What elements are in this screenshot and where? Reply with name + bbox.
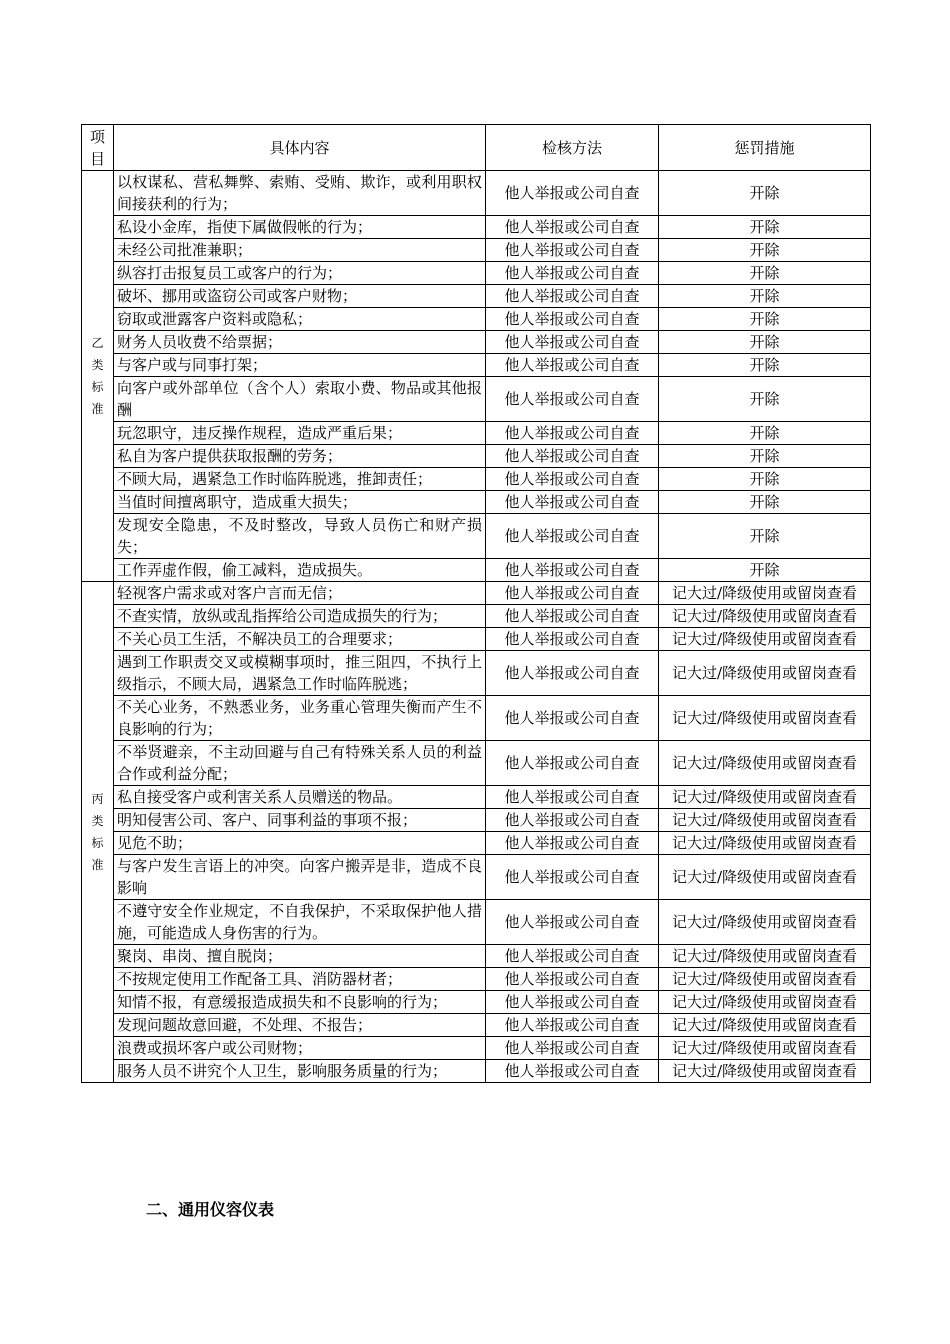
table-row bbox=[82, 832, 871, 855]
table-row bbox=[82, 696, 871, 741]
method-cell: 他人举报或公司自查 bbox=[486, 239, 659, 262]
table-row bbox=[82, 1060, 871, 1083]
table-row bbox=[82, 445, 871, 468]
content-cell: 窃取或泄露客户资料或隐私； bbox=[114, 308, 486, 331]
penalty-cell: 开除 bbox=[659, 262, 871, 285]
content-cell: 见危不助； bbox=[114, 832, 486, 855]
table-row bbox=[82, 809, 871, 832]
penalty-cell: 开除 bbox=[659, 422, 871, 445]
penalty-cell: 记大过/降级使用或留岗查看 bbox=[659, 651, 871, 696]
table-row bbox=[82, 491, 871, 514]
method-cell: 他人举报或公司自查 bbox=[486, 354, 659, 377]
penalty-cell: 开除 bbox=[659, 171, 871, 216]
table-row bbox=[82, 582, 871, 605]
method-cell: 他人举报或公司自查 bbox=[486, 331, 659, 354]
content-cell: 工作弄虚作假，偷工减料，造成损失。 bbox=[114, 559, 486, 582]
content-cell: 不查实情，放纵或乱指挥给公司造成损失的行为； bbox=[114, 605, 486, 628]
method-cell: 他人举报或公司自查 bbox=[486, 605, 659, 628]
table-row bbox=[82, 377, 871, 422]
penalty-cell: 记大过/降级使用或留岗查看 bbox=[659, 1014, 871, 1037]
method-cell: 他人举报或公司自查 bbox=[486, 786, 659, 809]
content-cell: 发现安全隐患，不及时整改，导致人员伤亡和财产损失； bbox=[114, 514, 486, 559]
header-content: 具体内容 bbox=[114, 125, 486, 171]
method-cell: 他人举报或公司自查 bbox=[486, 1060, 659, 1083]
method-cell: 他人举报或公司自查 bbox=[486, 651, 659, 696]
content-cell: 与客户或与同事打架； bbox=[114, 354, 486, 377]
method-cell: 他人举报或公司自查 bbox=[486, 468, 659, 491]
penalty-cell: 记大过/降级使用或留岗查看 bbox=[659, 900, 871, 945]
method-cell: 他人举报或公司自查 bbox=[486, 559, 659, 582]
table-row bbox=[82, 991, 871, 1014]
content-cell: 不举贤避亲，不主动回避与自己有特殊关系人员的利益合作或利益分配； bbox=[114, 741, 486, 786]
table-body bbox=[82, 171, 871, 1083]
method-cell: 他人举报或公司自查 bbox=[486, 628, 659, 651]
content-cell: 破坏、挪用或盗窃公司或客户财物； bbox=[114, 285, 486, 308]
table-row bbox=[82, 285, 871, 308]
method-cell: 他人举报或公司自查 bbox=[486, 377, 659, 422]
penalty-cell: 开除 bbox=[659, 216, 871, 239]
penalty-cell: 记大过/降级使用或留岗查看 bbox=[659, 832, 871, 855]
penalty-cell: 记大过/降级使用或留岗查看 bbox=[659, 628, 871, 651]
table-row bbox=[82, 855, 871, 900]
penalty-cell: 记大过/降级使用或留岗查看 bbox=[659, 786, 871, 809]
table-row bbox=[82, 1037, 871, 1060]
section-heading: 二、通用仪容仪表 bbox=[146, 1200, 275, 1219]
content-cell: 轻视客户需求或对客户言而无信； bbox=[114, 582, 486, 605]
penalty-cell: 记大过/降级使用或留岗查看 bbox=[659, 696, 871, 741]
content-cell: 未经公司批准兼职； bbox=[114, 239, 486, 262]
content-cell: 玩忽职守，违反操作规程，造成严重后果； bbox=[114, 422, 486, 445]
method-cell: 他人举报或公司自查 bbox=[486, 491, 659, 514]
content-cell: 不顾大局，遇紧急工作时临阵脱逃，推卸责任； bbox=[114, 468, 486, 491]
table-row bbox=[82, 354, 871, 377]
content-cell: 私设小金库，指使下属做假帐的行为； bbox=[114, 216, 486, 239]
content-cell: 不关心业务，不熟悉业务，业务重心管理失衡而产生不良影响的行为； bbox=[114, 696, 486, 741]
penalty-cell: 记大过/降级使用或留岗查看 bbox=[659, 741, 871, 786]
table-row bbox=[82, 651, 871, 696]
method-cell: 他人举报或公司自查 bbox=[486, 968, 659, 991]
penalty-cell: 开除 bbox=[659, 468, 871, 491]
content-cell: 明知侵害公司、客户、同事利益的事项不报； bbox=[114, 809, 486, 832]
method-cell: 他人举报或公司自查 bbox=[486, 285, 659, 308]
penalty-cell: 记大过/降级使用或留岗查看 bbox=[659, 855, 871, 900]
method-cell: 他人举报或公司自查 bbox=[486, 991, 659, 1014]
method-cell: 他人举报或公司自查 bbox=[486, 445, 659, 468]
penalty-cell: 开除 bbox=[659, 491, 871, 514]
table-row bbox=[82, 628, 871, 651]
method-cell: 他人举报或公司自查 bbox=[486, 514, 659, 559]
penalty-cell: 记大过/降级使用或留岗查看 bbox=[659, 945, 871, 968]
table-row bbox=[82, 514, 871, 559]
content-cell: 与客户发生言语上的冲突。向客户搬弄是非，造成不良影响 bbox=[114, 855, 486, 900]
table-row bbox=[82, 741, 871, 786]
table-header-row bbox=[82, 125, 871, 171]
penalty-cell: 开除 bbox=[659, 331, 871, 354]
content-cell: 聚岗、串岗、擅自脱岗； bbox=[114, 945, 486, 968]
header-item: 项目 bbox=[82, 125, 114, 171]
content-cell: 不关心员工生活，不解决员工的合理要求； bbox=[114, 628, 486, 651]
method-cell: 他人举报或公司自查 bbox=[486, 171, 659, 216]
penalty-cell: 记大过/降级使用或留岗查看 bbox=[659, 582, 871, 605]
content-cell: 私自为客户提供获取报酬的劳务； bbox=[114, 445, 486, 468]
penalty-cell: 记大过/降级使用或留岗查看 bbox=[659, 991, 871, 1014]
table-row bbox=[82, 239, 871, 262]
penalty-cell: 记大过/降级使用或留岗查看 bbox=[659, 809, 871, 832]
method-cell: 他人举报或公司自查 bbox=[486, 1014, 659, 1037]
method-cell: 他人举报或公司自查 bbox=[486, 582, 659, 605]
table-row bbox=[82, 308, 871, 331]
penalty-cell: 开除 bbox=[659, 285, 871, 308]
table-row bbox=[82, 900, 871, 945]
penalty-cell: 记大过/降级使用或留岗查看 bbox=[659, 1060, 871, 1083]
header-method: 检核方法 bbox=[486, 125, 659, 171]
content-cell: 纵容打击报复员工或客户的行为； bbox=[114, 262, 486, 285]
method-cell: 他人举报或公司自查 bbox=[486, 945, 659, 968]
penalty-cell: 记大过/降级使用或留岗查看 bbox=[659, 605, 871, 628]
method-cell: 他人举报或公司自查 bbox=[486, 262, 659, 285]
content-cell: 不遵守安全作业规定，不自我保护，不采取保护他人措施，可能造成人身伤害的行为。 bbox=[114, 900, 486, 945]
method-cell: 他人举报或公司自查 bbox=[486, 422, 659, 445]
table-row bbox=[82, 786, 871, 809]
table-row bbox=[82, 945, 871, 968]
content-cell: 发现问题故意回避，不处理、不报告； bbox=[114, 1014, 486, 1037]
method-cell: 他人举报或公司自查 bbox=[486, 216, 659, 239]
method-cell: 他人举报或公司自查 bbox=[486, 855, 659, 900]
table-row bbox=[82, 262, 871, 285]
table-row bbox=[82, 422, 871, 445]
category-cell bbox=[82, 582, 114, 1083]
category-label: 丙类标准 bbox=[91, 792, 104, 872]
table-row bbox=[82, 968, 871, 991]
content-cell: 浪费或损坏客户或公司财物； bbox=[114, 1037, 486, 1060]
table-row bbox=[82, 1014, 871, 1037]
table-row bbox=[82, 331, 871, 354]
content-cell: 服务人员不讲究个人卫生，影响服务质量的行为； bbox=[114, 1060, 486, 1083]
penalty-cell: 开除 bbox=[659, 514, 871, 559]
penalty-cell: 记大过/降级使用或留岗查看 bbox=[659, 1037, 871, 1060]
table-row bbox=[82, 605, 871, 628]
method-cell: 他人举报或公司自查 bbox=[486, 1037, 659, 1060]
table-row bbox=[82, 559, 871, 582]
penalty-cell: 开除 bbox=[659, 239, 871, 262]
content-cell: 财务人员收费不给票据； bbox=[114, 331, 486, 354]
table-row bbox=[82, 468, 871, 491]
content-cell: 私自接受客户或利害关系人员赠送的物品。 bbox=[114, 786, 486, 809]
method-cell: 他人举报或公司自查 bbox=[486, 809, 659, 832]
penalty-cell: 开除 bbox=[659, 354, 871, 377]
penalty-cell: 开除 bbox=[659, 445, 871, 468]
content-cell: 遇到工作职责交叉或模糊事项时，推三阻四，不执行上级指示，不顾大局，遇紧急工作时临阵脱逃； bbox=[114, 651, 486, 696]
content-cell: 以权谋私、营私舞弊、索贿、受贿、欺诈，或利用职权间接获利的行为； bbox=[114, 171, 486, 216]
content-cell: 知情不报，有意缓报造成损失和不良影响的行为； bbox=[114, 991, 486, 1014]
method-cell: 他人举报或公司自查 bbox=[486, 308, 659, 331]
method-cell: 他人举报或公司自查 bbox=[486, 900, 659, 945]
method-cell: 他人举报或公司自查 bbox=[486, 741, 659, 786]
category-label: 乙类标准 bbox=[91, 336, 104, 416]
method-cell: 他人举报或公司自查 bbox=[486, 696, 659, 741]
penalty-standards-table bbox=[81, 124, 871, 1083]
penalty-cell: 记大过/降级使用或留岗查看 bbox=[659, 968, 871, 991]
table-row bbox=[82, 216, 871, 239]
category-cell bbox=[82, 171, 114, 582]
table-row bbox=[82, 171, 871, 216]
method-cell: 他人举报或公司自查 bbox=[486, 832, 659, 855]
penalty-cell: 开除 bbox=[659, 377, 871, 422]
header-penalty: 惩罚措施 bbox=[659, 125, 871, 171]
penalty-cell: 开除 bbox=[659, 559, 871, 582]
content-cell: 向客户或外部单位（含个人）索取小费、物品或其他报酬 bbox=[114, 377, 486, 422]
content-cell: 当值时间擅离职守，造成重大损失； bbox=[114, 491, 486, 514]
penalty-cell: 开除 bbox=[659, 308, 871, 331]
content-cell: 不按规定使用工作配备工具、消防器材者； bbox=[114, 968, 486, 991]
